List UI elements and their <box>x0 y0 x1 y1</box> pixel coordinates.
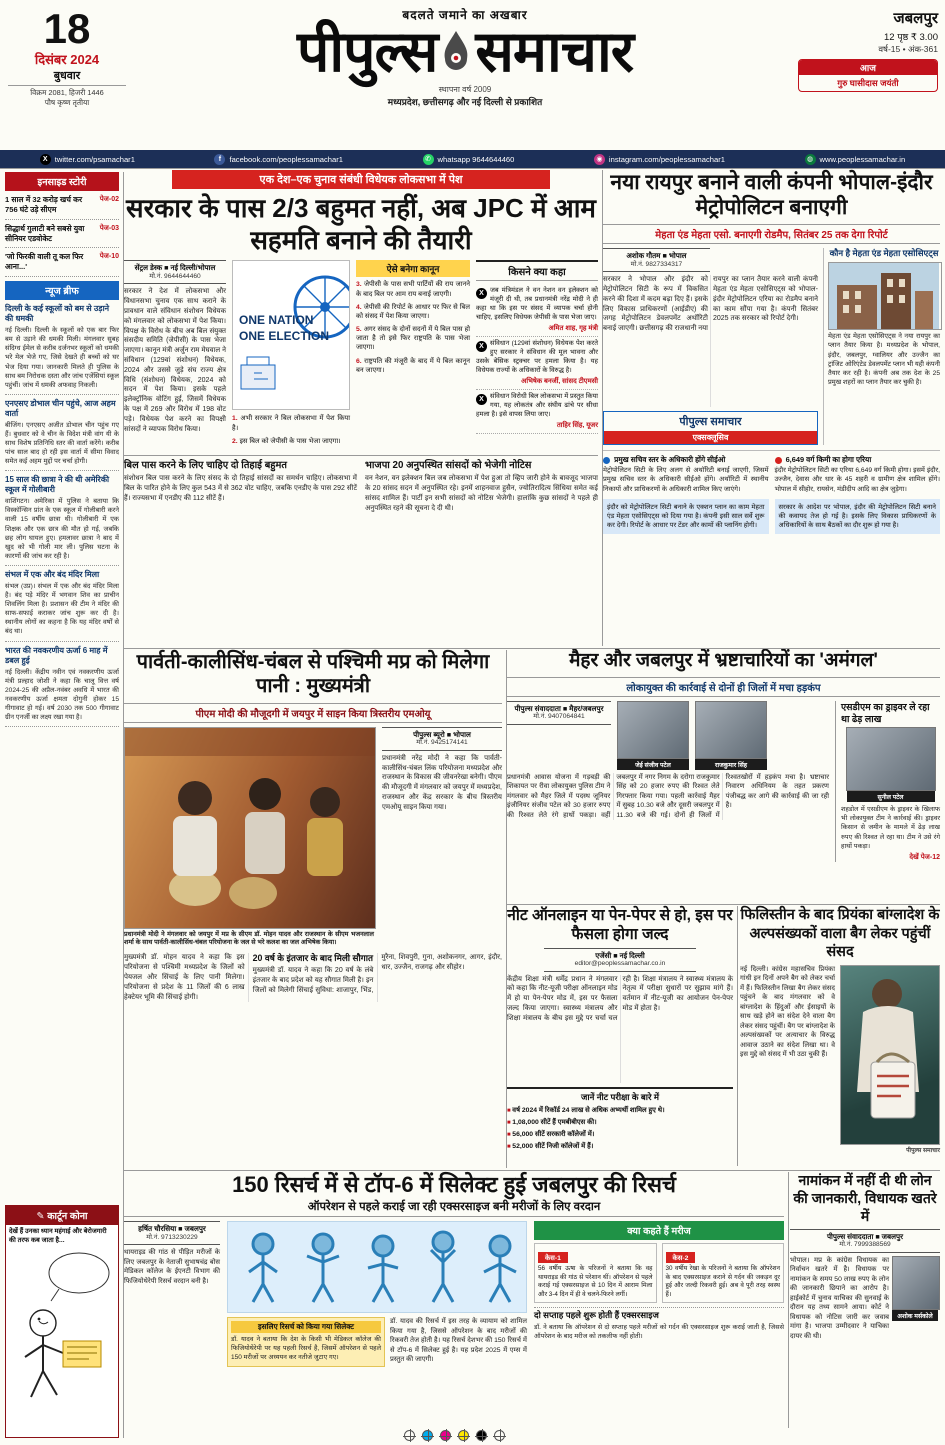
case-2-box <box>662 1243 785 1303</box>
law-step: इस बिल को जेपीसी के पास भेजा जाएगा। <box>239 437 341 445</box>
x-icon: X <box>476 341 487 352</box>
mla-mugshot <box>892 1256 940 1321</box>
exclusive-brand-box <box>603 411 818 445</box>
quote-text: जब मंत्रिमंडल ने वन नेशन वन इलेक्शन को मंजूरी दी थी, तब प्रधानमंत्री नरेंद्र मोदी ने ही कहा था कि इस पर संसद में व्यापक चर्चा होनी चाहिए, इसलिए विधेयक जेपीसी के पास भेजा जाए। <box>476 287 598 322</box>
cartoon-drawing <box>9 1245 113 1405</box>
lead-bottom-row <box>124 455 598 513</box>
byline-phone: मो.नं. 7999388569 <box>839 1241 891 1249</box>
masthead <box>150 6 780 108</box>
lead-byline <box>124 260 226 284</box>
neet-facts-box <box>507 1087 733 1152</box>
parvati-photo-wrap <box>124 727 376 950</box>
one-nation-text <box>239 313 329 344</box>
mla-body: भोपाल। मप्र के कांग्रेस विधायक का निर्वाचन खतरे में है। विधायक पर नामांकन के समय 50 लाख रुपए के लोन की जानकारी छिपाने का आरोप है। हाईकोर्ट में चुनाव याचिका की सुनवाई के दौरान यह तथ्य सामने आया। कोर्ट ने विधायक को नोटिस जारी कर जवाब मांगा है। भाजपा उम्मीदवार ने याचिका दायर की थी। <box>790 1256 889 1340</box>
maihar-headline: मैहर और जबलपुर में भ्रष्टाचारियों का 'अमंगल' <box>569 650 878 671</box>
parvati-byline <box>382 727 502 751</box>
majority-title: बिल पास करने के लिए चाहिए दो तिहाई बहुमत <box>124 459 287 471</box>
research-article <box>124 1172 789 1428</box>
lead-column-1 <box>124 260 226 450</box>
volume-issue: वर्ष-15 • अंक-361 <box>878 44 938 54</box>
edition-name: जबलपुर <box>893 10 938 27</box>
byline-text: पीपुल्स संवाददाता ■ जबलपुर <box>826 1231 904 1241</box>
quote-item <box>476 284 598 337</box>
one-line-2: ONE ELECTION <box>239 329 330 344</box>
parvati-photo-caption: प्रधानमंत्री मोदी ने मंगलवार को जयपुर में मप्र के सीएम डॉ. मोहन यादव और राजस्थान के सीएम भजनलाल शर्मा के साथ पार्वती-कालीसिंध-चंबल परियोजना के जल से भरे कलश का जल अभिषेक किया। <box>124 930 374 947</box>
maihar-columns <box>507 701 940 862</box>
exercise-illustration <box>227 1221 527 1313</box>
parvati-bottom-columns <box>124 953 502 1002</box>
research-columns <box>124 1221 784 1366</box>
website-url: www.peoplessamachar.in <box>819 154 906 164</box>
quote-item <box>476 390 598 434</box>
mugshot-photo <box>695 701 767 759</box>
maihar-main-col <box>507 701 829 862</box>
fact-item: ■ 52,000 सीटें निजी कॉलेजों में हैं। <box>507 1142 733 1151</box>
header-divider <box>0 168 945 169</box>
majority-block <box>124 460 357 513</box>
calendar-line: विक्रम 2081, हिजरी 1446 <box>30 88 104 97</box>
law-step: अभी सरकार ने बिल लोकसभा में पेश किया है। <box>232 415 350 432</box>
brief-body: बीजिंग। एनएसए अजीत डोभाल चीन पहुंच गए हैं। बुधवार को वे चीन के विदेश मंत्री वांग यी के साथ विशेष प्रतिनिधि स्तर की वार्ता करेंगे। करीब पांच साल बाद हो रही इस वार्ता में सीमा विवाद समेत कई अहम मुद्दों पर चर्चा होगी। <box>5 421 119 466</box>
parvati-body-1: प्रधानमंत्री नरेंद्र मोदी ने कहा कि पार्वती-कालीसिंध-चंबल लिंक परियोजना मध्यप्रदेश और राजस्थान के विकास की जीवनरेखा बनेगी। पीएम की मौजूदगी में मंगलवार को जयपुर में मध्यप्रदेश, राजस्थान और केंद्र सरकार के बीच त्रिस्तरीय एमओयू साइन किया गया। <box>382 754 502 811</box>
cartoon-title: कार्टून कोना <box>47 1211 88 1222</box>
lead-headline: सरकार के पास 2/3 बहुमत नहीं, अब JPC में आम सहमति बनाने की तैयारी <box>126 193 596 255</box>
inside-story-item <box>5 191 119 220</box>
law-box-title: ऐसे बनेगा कानून <box>356 260 470 277</box>
law-step: राष्ट्रपति की मंजूरी के बाद में ये बिल कानून बन जाएगा। <box>356 357 470 374</box>
accused-mugshot-2 <box>695 701 767 770</box>
byline-phone: मो.नं. 9827334317 <box>630 260 683 268</box>
inside-story-item <box>5 248 119 277</box>
fact-item: ■ 1,08,000 सीटें हैं एमबीबीएस की। <box>507 1118 733 1127</box>
law-step: जेपीसी के पास सभी पार्टियों की राय जानने के बाद बिल पर आम राय बनाई जाएगी। <box>356 281 470 298</box>
law-step: जेपीसी की रिपोर्ट के आधार पर फिर से बिल को संसद में पेश किया जाएगा। <box>356 303 470 320</box>
brief-body: नई दिल्ली। केंद्रीय नवीन एवं नवकरणीय ऊर्जा मंत्री प्रल्हाद जोशी ने कहा कि चालू वित्त वर्ष 2024-25 की अप्रैल-नवंबर अवधि में भारत की नवकरणीय ऊर्जा क्षमता दोगुनी होकर 15 गीगावाट हो गई। वर्ष 2030 तक 500 गीगावाट ग्रीन एनर्जी का लक्ष्य रखा गया है। <box>5 668 119 721</box>
cartoon-corner <box>5 1205 119 1438</box>
selected-reason-box <box>227 1317 385 1366</box>
parvati-headline: पार्वती-कालीसिंध-चंबल से पश्चिमी मप्र को मिलेगा पानी : मुख्यमंत्री <box>136 651 490 698</box>
news-brief-item <box>5 566 119 642</box>
black-mark <box>476 1430 487 1441</box>
maihar-byline <box>507 701 611 725</box>
case-1-box <box>534 1243 657 1303</box>
who-title: कौन है मेहता एंड मेहता एसोसिएट्स <box>829 248 939 259</box>
neet-article <box>507 906 738 1166</box>
case-1-text: 56 वर्षीय ऊषा के परिजनों ने बताया कि वह थायराइड की गांठ से परेशान थीं। ऑपरेशन से पहले कराई गई एक्सरसाइज से 10 दिन में आराम मिला और 3-4 दिन में ही वे चलने-फिरने लगीं। <box>538 1265 653 1298</box>
maihar-body: प्रधानमंत्री आवास योजना में गड़बड़ी की शिकायत पर रीवा लोकायुक्त पुलिस टीम ने मंगलवार को मैहर जिले में पदस्थ जूनियर इंजीनियर संजीव पटेल को 30 हजार रुपए की रिश्वत लेते रंगे हाथों पकड़ा। वहीं जबलपुर में नगर निगम के दरोगा राजकुमार सिंह को 20 हजार रुपए की रिश्वत लेते गिरफ्तार किया गया। पहली कार्रवाई मैहर में सुबह 10.30 बजे और दूसरी जबलपुर में 11.30 बजे की गई। दोनों ही जिलों में रिश्वतखोरों में हड़कंप मचा है। भ्रष्टाचार निवारण अधिनियम के तहत प्रकरण पंजीबद्ध कर आगे की कार्रवाई की जा रही है। <box>507 773 829 819</box>
twoweek-title: दो सप्ताह पहले शुरू होती हैं एक्सरसाइज <box>534 1310 659 1321</box>
instagram-handle: instagram.com/peoplessamachar1 <box>608 154 725 164</box>
metro-byline <box>603 248 710 272</box>
point-title <box>775 455 941 465</box>
quote-speaker: ताहिर सिंह, यूजर <box>556 421 598 429</box>
today-event-box <box>798 59 938 92</box>
inside-story-header: इनसाइड स्टोरी <box>5 172 119 191</box>
news-brief-list <box>5 300 119 1201</box>
inside-item-page: पेज-02 <box>99 196 119 203</box>
photo-mehta-building <box>828 262 942 330</box>
date-block <box>8 5 126 108</box>
research-body-2: डॉ. यादव की रिसर्च में इस तरह के व्यायाम को शामिल किया गया है, जिससे ऑपरेशन के बाद मरीजों की रिकवरी तेज होती है। यह रिसर्च देशभर की 150 रिसर्च में से टॉप-6 में सिलेक्ट हुई है। यह प्रदेश 2025 में एम्स में प्रस्तुत की जाएगी। <box>390 1318 527 1364</box>
research-headline: 150 रिसर्च में से टॉप-6 में सिलेक्ट हुई जबलपुर की रिसर्च <box>232 1172 676 1197</box>
byline-email: editor@peoplessamachar.co.in <box>574 960 666 968</box>
fact-item: ■ वर्ष 2024 में रिकॉर्ड 24 लाख से अधिक अभ्यर्थी शामिल हुए थे। <box>507 1106 733 1115</box>
selected-body: डॉ. यादव ने बताया कि देश के किसी भी मेडिकल कॉलेज की फिजियोथेरेपी पर यह पहली रिसर्च है, जिसमें ऑपरेशन से पहले 150 मरीजों पर अध्ययन कर नतीजे जुटाए गए। <box>231 1336 381 1362</box>
news-brief-item <box>5 395 119 471</box>
case-2-badge: केस-2 <box>666 1252 696 1263</box>
tithi-line: पौष कृष्ण तृतीया <box>44 98 90 107</box>
majority-body: संशोधन बिल पास करने के लिए संसद के दो तिहाई सांसदों का समर्थन चाहिए। लोकसभा में बिल के पारित होने के लिए कुल 543 में से 362 वोट चाहिए, जबकि एनडीए के पास 292 सीटें हैं। राज्यसभा में एनडीए की 112 सीटें हैं। <box>124 475 357 502</box>
one-line-1: ONE NATION <box>239 313 314 328</box>
mugshot-name: राजकुमार सिंह <box>695 759 767 770</box>
masthead-title <box>150 20 780 84</box>
brand-name: पीपुल्स समाचार <box>679 416 742 429</box>
edition-block <box>798 8 938 92</box>
notice-title: भाजपा 20 अनुपस्थित सांसदों को भेजेगी नोटिस <box>365 459 532 471</box>
research-lower-row <box>227 1317 527 1366</box>
priyanka-row <box>740 965 940 1154</box>
neet-headline: नीट ऑनलाइन या पेन-पेपर से हो, इस पर फैसला होगा जल्द <box>507 907 733 944</box>
established-line: स्थापना वर्ष 2009 <box>438 84 492 94</box>
metro-columns <box>603 248 940 445</box>
quote-speaker: अभिषेक बनर्जी, सांसद टीएमसी <box>521 377 598 385</box>
inside-item-page: पेज-03 <box>99 224 119 232</box>
lead-columns <box>124 260 598 450</box>
twoweek-block <box>534 1307 784 1341</box>
metro-subhead: मेहता एंड मेहता एसो. बनाएगी रोडमैप, सितंबर 25 तक देगा रिपोर्ट <box>603 224 940 244</box>
lead-body: सरकार ने देश में लोकसभा और विधानसभा चुनाव एक साथ कराने के प्रावधान वाले संविधान संशोधन विधेयक को मंगलवार को लोकसभा में पेश किया। विपक्ष के विरोध के बीच अब बिल संयुक्त संसदीय समिति (जेपीसी) के पास भेजा जाएगा। कानून मंत्री अर्जुन राम मेघवाल ने संविधान (129वां संशोधन) विधेयक, 2024 और उससे जुड़े संघ राज्य क्षेत्र विधि (संशोधन) विधेयक, 2024 को सदन में पेश किया। इसके पहले इलेक्ट्रॉनिक वोटिंग हुई, जिसमें विधेयक के पक्ष में 269 और विरोध में 198 वोट पड़े। विधेयक पेश करने का विपक्षी सांसदों ने व्यापक विरोध किया। <box>124 288 226 433</box>
magenta-mark <box>440 1430 451 1441</box>
research-body-1: थायराइड की गांठ से पीड़ित मरीजों के लिए जबलपुर के नेताजी सुभाषचंद्र बोस मेडिकल कॉलेज के ईएनटी विभाग की फिजियोथेरेपी रिसर्च वरदान बनी है। <box>124 1249 220 1285</box>
case-1-badge: केस-1 <box>538 1252 568 1263</box>
quote-item <box>476 337 598 390</box>
wait-title: 20 वर्ष के इंतजार के बाद मिली सौगात <box>252 953 373 964</box>
research-col-1 <box>124 1221 220 1366</box>
neet-body: केंद्रीय शिक्षा मंत्री धर्मेंद्र प्रधान ने मंगलवार को कहा कि नीट-यूजी परीक्षा ऑनलाइन मोड में हो या पेन-पेपर मोड में, इस पर फैसला जल्द किया जाएगा। स्वास्थ्य मंत्रालय और शिक्षा मंत्रालय के बीच इस मुद्दे पर चर्चा चल रही है। शिक्षा मंत्रालय ने स्वास्थ्य मंत्रालय के नेतृत्व में परीक्षा सुधारों पर सुझाव मांगे हैं। वर्तमान में नीट-यूजी का आयोजन पेन-पेपर मोड में होता है। <box>507 975 733 1022</box>
maihar-lokayukt-article <box>507 650 940 902</box>
mla-loan-article <box>790 1172 940 1428</box>
x-icon: X <box>476 394 487 405</box>
lead-column-3 <box>356 260 470 450</box>
priyanka-article <box>740 906 940 1166</box>
mugshot-name: अशोक मर्सकोले <box>892 1310 938 1321</box>
notice-body: वन नेशन, वन इलेक्शन बिल जब लोकसभा में पेश हुआ तो व्हिप जारी होने के बावजूद भाजपा के 20 सांसद सदन में अनुपस्थित रहे। इनमें शाहनवाज हुसैन, ज्योतिरादित्य सिंधिया समेत कई सांसद शामिल हैं। पार्टी इन सभी सांसदों को नोटिस भेजेगी। हालांकि कुछ सांसदों ने पहले ही अनुपस्थित रहने की सूचना दे दी थी। <box>365 475 598 512</box>
brief-title: एनएसए डोभाल चीन पहुंचे, आज अहम वार्ता <box>5 398 116 418</box>
bjp-notice-block <box>365 460 598 513</box>
research-col-3 <box>534 1221 784 1366</box>
section-divider <box>507 904 940 905</box>
priyanka-body: नई दिल्ली। कांग्रेस महासचिव प्रियंका गांधी इन दिनों अपने बैग को लेकर चर्चा में हैं। फिलिस्तीन लिखा बैग लेकर संसद पहुंचने के बाद मंगलवार को वे बांग्लादेश के हिंदुओं और ईसाइयों के साथ खड़े होने का संदेश देने वाला बैग लेकर संसद पहुंचीं। बैग पर बांग्लादेश के अल्पसंख्यकों पर अत्याचार के विरुद्ध आवाज उठाने का संदेश लिखा था। वे इस मुद्दे को संसद में भी उठा चुकी हैं। <box>740 965 835 1059</box>
cartoon-image <box>6 1225 118 1437</box>
research-text-col <box>390 1317 527 1366</box>
masthead-word-right: समाचार <box>475 20 634 84</box>
brief-body: संभल (उप्र)। संभल में एक और बंद मंदिर मिला है। बंद पड़े मंदिर में भगवान शिव का प्राचीन शिवलिंग मिला है। प्रशासन की टीम ने मंदिर की साफ-सफाई कराकर जांच शुरू कर दी है। स्थानीय लोगों का कहना है कि यह मंदिर वर्षों से बंद था। <box>5 582 119 636</box>
twitter-link[interactable] <box>40 154 135 165</box>
x-icon: X <box>476 288 487 299</box>
byline-text: हर्षित चौरसिया ■ जबलपुर <box>138 1224 206 1234</box>
priyanka-photo-wrap <box>840 965 940 1154</box>
inside-item-page: पेज-10 <box>99 253 119 261</box>
masthead-tagline: बदलते जमाने का अखबार <box>402 8 528 22</box>
byline-text: अशोक गौतम ■ भोपाल <box>626 251 687 261</box>
today-label: आज <box>799 60 937 75</box>
lead-column-2 <box>232 260 350 450</box>
parvati-right-col <box>382 727 502 950</box>
lead-kicker: एक देश–एक चुनाव संबंधी विधेयक लोकसभा में पेश <box>172 170 550 189</box>
case-2-text: 30 वर्षीय रेखा के परिजनों ने बताया कि ऑपरेशन के बाद एक्सरसाइज कराने से गर्दन की जकड़न दूर हुई और जल्दी रिकवरी हुई। अब वे पूरी तरह स्वस्थ हैं। <box>665 1265 780 1298</box>
maihar-top-row <box>507 701 829 770</box>
maihar-subhead: लोकायुक्त की कार्रवाई से दोनों ही जिलों में मचा हड़कंप <box>507 677 940 697</box>
byline-phone: मो.नं. 9713230229 <box>146 1233 198 1241</box>
twitter-icon: X <box>40 154 51 165</box>
facebook-link[interactable] <box>214 154 343 165</box>
instagram-link[interactable] <box>594 154 725 165</box>
byline-text: सेंट्रल डेस्क ■ नई दिल्ली/भोपाल <box>134 263 216 273</box>
globe-icon: ◍ <box>805 154 816 165</box>
left-sidebar <box>5 172 124 1438</box>
mugshot-name: जेई संजीव पटेल <box>617 759 689 770</box>
brief-title: भारत की नवकरणीय ऊर्जा 6 माह में डबल हुई <box>5 645 108 665</box>
metro-notes-row <box>603 499 940 534</box>
parvati-article <box>124 650 507 1168</box>
mugshot-name: सुनील पटेल <box>847 791 935 802</box>
registration-mark <box>494 1430 505 1441</box>
mla-headline: नामांकन में नहीं दी थी लोन की जानकारी, विधायक खतरे में <box>793 1172 937 1224</box>
photo-credit: पीपुल्स समाचार <box>906 1147 940 1154</box>
parvati-body-2: मुख्यमंत्री डॉ. मोहन यादव ने कहा कि इस परियोजना से पश्चिमी मध्यप्रदेश के जिलों को पेयजल और सिंचाई के लिए पानी मिलेगा। परियोजना से प्रदेश के 11 जिलों की 6 लाख हेक्टेयर भूमि की सिंचाई होगी। <box>124 954 245 1001</box>
selected-title: इसलिए रिसर्च को किया गया सिलेक्ट <box>231 1321 381 1333</box>
lead-article <box>124 170 603 646</box>
metro-note-1: इंदौर को मेट्रोपोलिटन सिटी बनाने के एक्शन प्लान का काम मेहता एंड मेहता एसोसिएट्स को दिया गया है। कंपनी इसी साल सर्वे शुरू कर देगी। रिपोर्ट के आधार पर टेंडर और कामों की प्लानिंग होगी। <box>603 499 769 534</box>
case-row <box>534 1243 784 1303</box>
mugshot-photo <box>892 1256 940 1310</box>
photo-pm-modi-kalash <box>124 727 376 929</box>
inside-story-item <box>5 220 119 249</box>
pages-price: 12 पृष्ठ ₹ 3.00 <box>883 32 938 43</box>
byline-text: एजेंसी ■ नई दिल्ली <box>595 950 645 960</box>
research-col-2 <box>227 1221 527 1366</box>
see-page-link: देखें पेज-12 <box>909 853 940 861</box>
cyan-mark <box>422 1430 433 1441</box>
substory-body: शहडोल में एसडीएम के ड्राइवर के खिलाफ भी लोकायुक्त टीम ने कार्रवाई की। ड्राइवर किसान से जमीन के मामले में ढेड़ लाख रुपए की रिश्वत ले रहा था। टीम ने उसे रंगे हाथों पकड़ा। <box>841 806 940 850</box>
research-byline <box>124 1221 220 1245</box>
parvati-top-row <box>124 727 502 950</box>
news-brief-item <box>5 471 119 566</box>
brand-exclusive-label: एक्सक्लूसिव <box>604 431 817 444</box>
whatsapp-link[interactable] <box>423 154 515 165</box>
one-nation-graphic <box>232 260 350 410</box>
inside-item-text: सिद्धार्थ गुलाटी बने सबसे युवा सीनियर एडवोकेट <box>5 223 85 243</box>
law-steps-1-2 <box>232 414 350 446</box>
twoweek-body: डॉ. ने बताया कि ऑपरेशन से दो सप्ताह पहले मरीजों को गर्दन की एक्सरसाइज शुरू कराई जाती है, जिससे ऑपरेशन के बाद मरीज को तकलीफ नहीं होती। <box>534 1324 784 1341</box>
parvati-subhead: पीएम मोदी की मौजूदगी में जयपुर में साइन किया त्रिस्तरीय एमओयू <box>124 703 502 723</box>
maihar-byline-wrap <box>507 701 611 770</box>
brief-body: नई दिल्ली। दिल्ली के स्कूलों को एक बार फिर बम से उड़ाने की धमकी मिली। मंगलवार सुबह संदिग्ध ईमेल से करीब दर्जनभर स्कूलों को धमकी भरे मेल भेजे गए, जिसे देखते ही बच्चों को घर भेज दिया गया। जानकारी मिलते ही पुलिस के साथ बम निरोधक दस्ता और जांच एजेंसियां स्कूल पहुंचीं। जांच में धमकी अफवाह निकली। <box>5 327 119 389</box>
photo-priyanka-bag <box>840 965 940 1145</box>
point-title <box>603 455 769 465</box>
metro-headline: नया रायपुर बनाने वाली कंपनी भोपाल-इंदौर मेट्रोपोलिटन बनाएगी <box>610 171 933 220</box>
substory-title: एसडीएम का ड्राइवर ले रहा था ढेड़ लाख <box>841 700 930 724</box>
byline-phone: मो.नं. 9407064841 <box>533 713 585 721</box>
mla-body-wrap <box>790 1256 940 1342</box>
photo-sunil-patel <box>846 727 936 791</box>
brief-title: संभल में एक और बंद मंदिर मिला <box>5 569 100 579</box>
who-body: मेहता एंड मेहता एसोसिएट्स ने नया रायपुर का प्लान तैयार किया है। मध्यप्रदेश के भोपाल, इंदौर, जबलपुर, ग्वालियर और उज्जैन का ट्रांजिट ओरिएंटेड डेवलपमेंट प्लान भी यही कंपनी तैयार कर रही है। कंपनी अब तक देश के 25 प्रमुख शहरों का प्लान तैयार कर चुकी है। <box>828 333 940 387</box>
date-day: 18 <box>43 5 91 52</box>
quotes-title: किसने क्या कहा <box>476 260 598 281</box>
twitter-handle: twitter.com/psamachar1 <box>54 154 135 164</box>
byline-phone: मो.नं. 9644644460 <box>149 272 201 280</box>
inside-item-text: 'जो फिरकी वाली तू कल फिर आना...' <box>5 252 84 272</box>
lead-column-4 <box>476 260 598 450</box>
metro-body: सरकार ने भोपाल और इंदौर को मेट्रोपोलिटन सिटी के रूप में विकसित करने की दिशा में कदम बढ़ा दिए हैं। इसके लिए विकास प्राधिकरणों (आईडीए) की जगह मेट्रोपोलिटन डेवलपमेंट अथॉरिटी बनाई जाएगी। छत्तीसगढ़ की राजधानी नया रायपुर का प्लान तैयार करने वाली कंपनी मेहता एंड मेहता एसोसिएट्स को भोपाल-इंदौर मेट्रोपोलिटन एरिया का रोडमैप बनाने का काम सौंपा गया है। कंपनी सितंबर 2025 तक सरकार को रिपोर्ट देगी। <box>603 276 818 333</box>
social-bar <box>0 150 945 168</box>
date-month-year: दिसंबर 2024 <box>34 52 100 67</box>
news-brief-item <box>5 642 119 728</box>
neet-byline <box>544 948 696 972</box>
blue-dot-icon <box>603 457 610 464</box>
mla-byline <box>790 1229 940 1253</box>
whatsapp-number: whatsapp 9644644460 <box>437 154 515 164</box>
fact-item: ■ 56,000 सीटें सरकारी कॉलेजों में। <box>507 1130 733 1139</box>
byline-phone: मो.नं. 9425174141 <box>416 739 468 747</box>
website-link[interactable] <box>805 154 906 165</box>
print-registration-marks <box>404 1430 505 1441</box>
news-brief-item <box>5 300 119 395</box>
point-title-text: 6,649 वर्ग किमी का होगा एरिया <box>785 455 872 465</box>
point-body: इंदौर मेट्रोपोलिटन सिटी का एरिया 6,649 वर्ग किमी होगा। इसमें इंदौर, उज्जैन, देवास और धार के 45 शहरी व ग्रामीण क्षेत्र शामिल होंगे। भोपाल में सीहोर, रायसेन, मंडीदीप आदि का क्षेत्र जुड़ेगा। <box>774 466 940 493</box>
instagram-icon: ◉ <box>594 154 605 165</box>
priyanka-text-col <box>740 965 835 1154</box>
metro-point-1 <box>603 455 769 494</box>
law-step: अगर संसद के दोनों सदनों में ये बिल पास हो जाता है तो इसे फिर राष्ट्रपति के पास भेजा जाएगा। <box>356 326 471 352</box>
accused-mugshot-1 <box>617 701 689 770</box>
metropolitan-article <box>603 170 940 646</box>
whatsapp-icon: ✆ <box>423 154 434 165</box>
point-title-text: प्रमुख सचिव स्तर के अधिकारी होंगे सीईओ <box>614 455 726 465</box>
quote-text: संविधान विरोधी बिल लोकसभा में प्रस्तुत किया गया, यह लोकतंत्र और संघीय ढांचे पर सीधा हमला है। इसे वापस लिया जाए। <box>476 392 598 418</box>
facts-title: जानें नीट परीक्षा के बारे में <box>580 1091 660 1102</box>
sdm-driver-substory <box>835 701 940 862</box>
masthead-word-left: पीपुल्स <box>296 20 438 84</box>
brief-title: दिल्ली के कई स्कूलों को बम से उड़ाने की धमकी <box>5 304 110 324</box>
metro-left-columns <box>603 248 818 445</box>
brief-title: 15 साल की छात्रा ने की थी अमेरिकी स्कूल में गोलीबारी <box>5 475 110 495</box>
research-subhead: ऑपरेशन से पहले कराई जा रही एक्सरसाइज बनी मरीजों के लिए वरदान <box>124 1197 784 1217</box>
quote-speaker: अमित शाह, गृह मंत्री <box>548 325 598 332</box>
patients-header: क्या कहते हैं मरीज <box>534 1221 784 1240</box>
mugshot-photo <box>617 701 689 759</box>
byline-text: पीपुल्स ब्यूरो ■ भोपाल <box>413 729 471 739</box>
flame-logo-icon <box>443 23 469 83</box>
news-brief-header: न्यूज ब्रीफ <box>5 281 119 300</box>
facebook-handle: facebook.com/peoplessamachar1 <box>229 154 344 164</box>
brief-body: वाशिंगटन। अमेरिका में पुलिस ने बताया कि विस्कॉन्सिन प्रांत के एक स्कूल में गोलीबारी करने वाली 15 वर्षीय छात्रा थी। गोलीबारी में एक शिक्षक और एक छात्र की मौत हो गई, जबकि छह लोग घायल हुए। हमलावर छात्रा ने बाद में खुद को भी गोली मार ली। पुलिस घटना के कारणों की जांच कर रही है। <box>5 498 119 560</box>
byline-text: पीपुल्स संवाददाता ■ मैहर/जबलपुर <box>514 703 604 713</box>
cartoon-header <box>6 1206 118 1225</box>
priyanka-headline: फिलिस्तीन के बाद प्रियंका बांग्लादेश के अल्पसंख्यकों वाला बैग लेकर पहुंचीं संसद <box>740 907 940 961</box>
pencil-icon: ✎ <box>36 1211 45 1222</box>
today-event: गुरु घासीदास जयंती <box>837 78 899 88</box>
yellow-mark <box>458 1430 469 1441</box>
who-is-mehta-box <box>823 248 940 445</box>
red-dot-icon <box>775 457 782 464</box>
inside-item-text: 1 साल में 32 करोड़ खर्च कर 756 घंटे उड़े सीएम <box>5 195 83 214</box>
law-steps-3-6 <box>356 280 470 375</box>
registration-mark <box>404 1430 415 1441</box>
facebook-icon: f <box>214 154 225 165</box>
weekday: बुधवार <box>8 68 126 86</box>
metro-note-2: सरकार के आदेश पर भोपाल, इंदौर की मेट्रोपोलिटन सिटी बनाने की कवायद तेज हो गई है। इसके लिए विकास प्राधिकरणों के अधिकारियों के साथ बैठकों का दौर शुरू हो गया है। <box>775 499 941 534</box>
metro-point-2 <box>775 455 941 494</box>
published-from-line: मध्यप्रदेश, छत्तीसगढ़ और नई दिल्ली से प्रकाशित <box>387 96 543 107</box>
section-divider <box>124 1170 940 1171</box>
section-divider <box>124 648 940 649</box>
wait-body: मुख्यमंत्री डॉ. यादव ने कहा कि 20 वर्ष के लंबे इंतजार के बाद प्रदेश को यह सौगात मिली है। इन जिलों को मिलेगी सिंचाई सुविधा: शाजापुर, भिंड, मुरैना, शिवपुरी, गुना, अशोकनगर, आगर, इंदौर, धार, उज्जैन, राजगढ़ और सीहोर। <box>252 954 502 995</box>
quote-text: संविधान (129वां संशोधन) विधेयक पेश करते हुए सरकार ने संविधान की मूल भावना और उसके बेसिक स्ट्रक्चर पर हमला किया है। यह विधेयक राज्यों के अधिकारों के विरुद्ध है। <box>476 340 598 374</box>
point-body: मेट्रोपोलिटन सिटी के लिए अलग से अथॉरिटी बनाई जाएगी, जिसमें प्रमुख सचिव स्तर के अधिकारी सीईओ होंगे। अथॉरिटी में स्थानीय निकायों और प्राधिकरणों के अधिकारी शामिल किए जाएंगे। <box>603 466 769 493</box>
cartoon-caption: देखें हैं उनका ध्यान महंगाई और बेरोजगारी की तरफ कब जाता है... <box>9 1228 107 1244</box>
metro-points-row <box>603 450 940 494</box>
